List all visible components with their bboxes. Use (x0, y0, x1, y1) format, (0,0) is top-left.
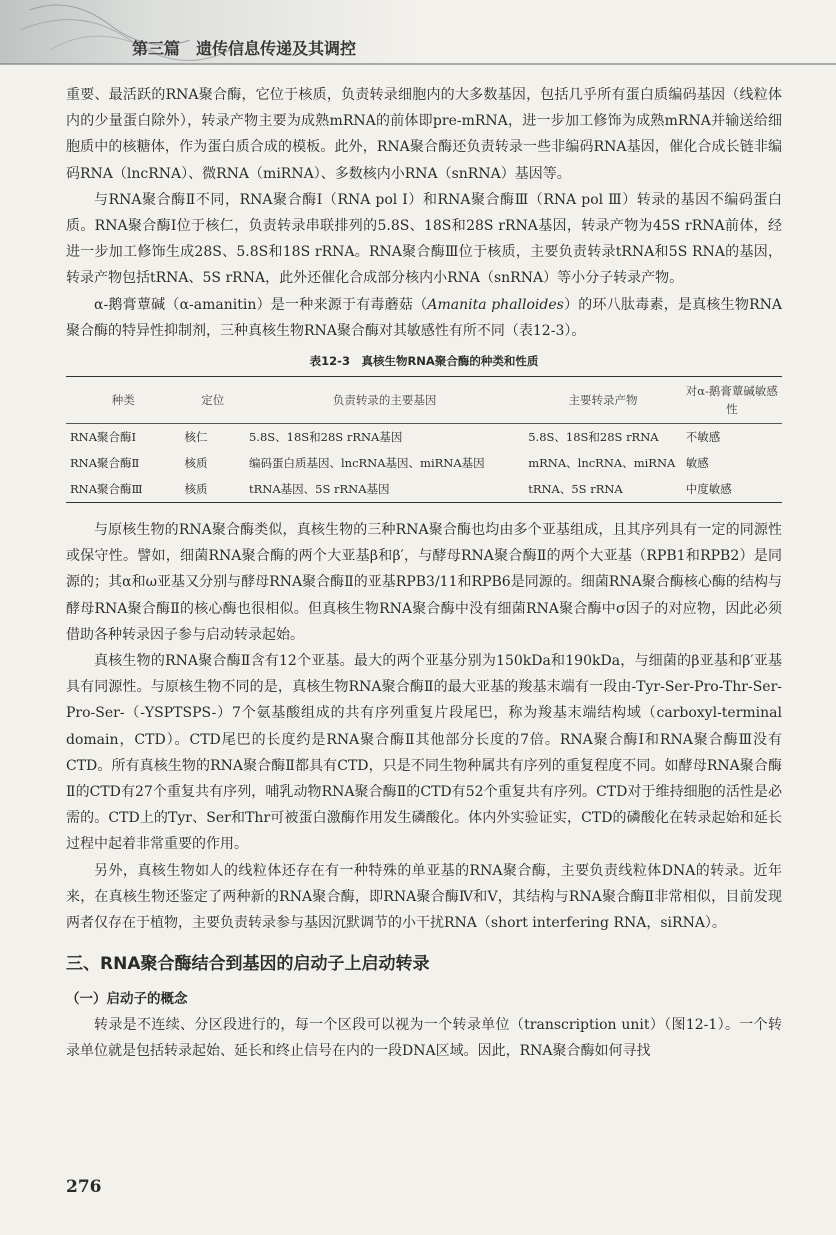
page-body (66, 82, 782, 1065)
table-cell: 核仁 (184, 430, 208, 445)
section-heading: 三、RNA聚合酶结合到基因的启动子上启动转录 (66, 954, 430, 975)
subsection-heading: （一）启动子的概念 (66, 991, 188, 1008)
table-cell: 中度敏感 (682, 476, 782, 503)
text-span: α-鹅膏蕈碱（α-amanitin）是一种来源于有毒蘑菇（ (94, 296, 428, 313)
table-caption: 表12-3 真核生物RNA聚合酶的种类和性质 (309, 354, 539, 369)
table-cell: tRNA基因、5S rRNA基因 (245, 476, 524, 503)
paragraph: 与原核生物的RNA聚合酶类似，真核生物的三种RNA聚合酶也均由多个亚基组成，且其序列具有一定的同源性或保守性。譬如，细菌RNA聚合酶的两个大亚基β和β′，与酵母RNA聚合酶Ⅱ的两个大亚基（RPB1和RPB2）是同源的；其α和ω亚基又分别与酵母RNA聚合酶Ⅱ的亚基RPB3/11和RPB6是同源的。细菌RNA聚合酶核心酶的结构与酵母RNA聚合酶Ⅱ的核心酶也很相似。但真核生物RNA聚合酶中没有细菌RNA聚合酶中σ因子的对应物，因此必须借助各种转录因子参与启动转录起始。 (66, 522, 782, 643)
page-number: 276 (66, 1177, 102, 1197)
table-cell: 核质 (184, 456, 208, 471)
paragraph: 真核生物的RNA聚合酶Ⅱ含有12个亚基。最大的两个亚基分别为150kDa和190kDa，与细菌的β亚基和β′亚基具有同源性。与原核生物不同的是，真核生物RNA聚合酶Ⅱ的最大亚基的羧基末端有一段由-Tyr-Ser-Pro-Thr-Ser-Pro-Ser-（-YSPTSPS-）7个氨基酸组成的共有序列重复片段尾巴，称为羧基末端结构域（carboxyl-terminal domain，CTD）。CTD尾巴的长度约是RNA聚合酶Ⅱ其他部分长度的7倍。RNA聚合酶Ⅰ和RNA聚合酶Ⅲ没有CTD。所有真核生物的RNA聚合酶Ⅱ都具有CTD，只是不同生物种属共有序列的重复程度不同。如酵母RNA聚合酶Ⅱ的CTD有27个重复共有序列，哺乳动物RNA聚合酶Ⅱ的CTD有52个重复共有序列。CTD对于维持细胞的活性是必需的。CTD上的Tyr、Ser和Thr可被蛋白激酶作用发生磷酸化。体内外实验证实，CTD的磷酸化在转录起始和延长过程中起着非常重要的作用。 (66, 653, 782, 853)
table-header: 种类 (66, 377, 181, 424)
table-header: 对α-鹅膏蕈碱敏感性 (682, 377, 782, 424)
table-cell: RNA聚合酶Ⅲ (66, 476, 181, 503)
table-cell: 敏感 (685, 456, 709, 471)
table-cell: RNA聚合酶Ⅱ (70, 456, 140, 471)
table-cell: tRNA、5S rRNA (524, 476, 682, 503)
table-cell: 5.8S、18S和28S rRNA (528, 430, 659, 445)
table-header: 主要转录产物 (524, 377, 682, 424)
table-cell: 核质 (181, 476, 245, 503)
paragraph (66, 292, 782, 344)
table-cell: 编码蛋白质基因、lncRNA基因、miRNA基因 (248, 456, 485, 471)
rna-polymerase-table (66, 376, 782, 503)
table-header-row (66, 377, 782, 424)
table-row (66, 476, 782, 503)
table-header: 负责转录的主要基因 (245, 377, 524, 424)
table-cell: mRNA、lncRNA、miRNA (528, 456, 676, 471)
chapter-title: 第三篇 遗传信息传递及其调控 (132, 39, 357, 58)
table-cell: RNA聚合酶Ⅰ (70, 430, 137, 445)
table-cell: 不敏感 (685, 430, 721, 445)
page-header (0, 0, 836, 70)
header-decoration-icon (0, 0, 836, 70)
table-row (66, 424, 782, 451)
paragraph: 另外，真核生物如人的线粒体还存在有一种特殊的单亚基的RNA聚合酶，主要负责线粒体DNA的转录。近年来，在真核生物还鉴定了两种新的RNA聚合酶，即RNA聚合酶Ⅳ和Ⅴ，其结构与RNA聚合酶Ⅱ非常相似，目前发现两者仅存在于植物，主要负责转录参与基因沉默调节的小干扰RNA（short interfering RNA，siRNA）。 (66, 862, 782, 932)
paragraph: 重要、最活跃的RNA聚合酶，它位于核质，负责转录细胞内的大多数基因，包括几乎所有蛋白质编码基因（线粒体内的少量蛋白除外），转录产物主要为成熟mRNA的前体即pre-mRNA，进一步加工修饰为成熟mRNA并输送给细胞质中的核糖体，作为蛋白质合成的模板。此外，RNA聚合酶还负责转录一些非编码RNA基因，催化合成长链非编码RNA（lncRNA）、微RNA（miRNA）、多数核内小RNA（snRNA）基因等。 (66, 87, 782, 182)
italic-species-name: Amanita phalloides (427, 296, 564, 313)
table-header: 定位 (181, 377, 245, 424)
paragraph: 与RNA聚合酶Ⅱ不同，RNA聚合酶Ⅰ（RNA pol Ⅰ）和RNA聚合酶Ⅲ（RNA pol Ⅲ）转录的基因不编码蛋白质。RNA聚合酶Ⅰ位于核仁，负责转录串联排列的5.8S、18S和28S rRNA基因，转录产物为45S rRNA前体，经进一步加工修饰生成28S、5.8S和18S rRNA。RNA聚合酶Ⅲ位于核质，主要负责转录tRNA和5S RNA的基因，转录产物包括tRNA、5S rRNA，此外还催化合成部分核内小RNA（snRNA）等小分子转录产物。 (66, 191, 782, 287)
text-span: ）的环八肽毒素，是真核生物RNA聚合酶的特异性抑制剂，三种真核生物RNA聚合酶对其敏感性有所不同（表12-3）。 (66, 296, 782, 339)
paragraph: 转录是不连续、分区段进行的，每一个区段可以视为一个转录单位（transcription unit）（图12-1）。一个转录单位就是包括转录起始、延长和终止信号在内的一段DNA区域。因此，RNA聚合酶如何寻找 (66, 1017, 782, 1060)
table-cell: 5.8S、18S和28S rRNA基因 (248, 430, 403, 445)
table-row (66, 450, 782, 476)
